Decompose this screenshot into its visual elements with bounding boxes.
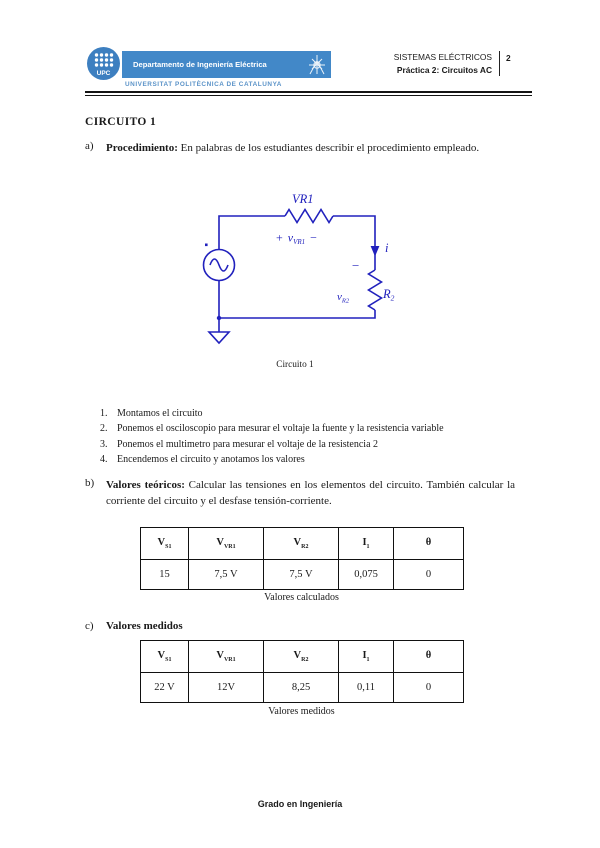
practice-title: Práctica 2: Circuitos AC xyxy=(396,64,492,75)
col-header-i1: $I_1$ xyxy=(339,641,394,673)
procedure-steps xyxy=(100,406,444,468)
value-cell: 8,25 xyxy=(264,673,339,703)
step-text: Montamos el circuito xyxy=(117,408,203,419)
list-item xyxy=(100,406,444,421)
department-emblem-icon xyxy=(306,53,328,76)
value-cell: 0 xyxy=(394,673,464,703)
table-value-row xyxy=(141,560,464,590)
ground-symbol xyxy=(209,332,229,343)
label-v-vr1 xyxy=(276,231,317,247)
col-header-theta: θ xyxy=(394,528,464,560)
r2-subscript: 2 xyxy=(390,293,395,303)
footer-text: Grado en Ingeniería xyxy=(257,799,343,809)
table-header-row xyxy=(141,528,464,560)
header-course-block xyxy=(388,51,511,76)
v-symbol: v xyxy=(337,291,342,303)
section-a-paragraph xyxy=(106,140,515,156)
upc-logo-text: UPC xyxy=(96,70,111,77)
col-header-vvr1: $V_{VR1}$ xyxy=(189,528,264,560)
v-symbol: v xyxy=(287,230,294,245)
page-title: CIRCUITO 1 xyxy=(85,116,157,128)
step-number: 2. xyxy=(100,423,108,435)
section-a-label: a) xyxy=(85,140,94,152)
university-name: UNIVERSITAT POLITÈCNICA DE CATALUNYA xyxy=(125,81,282,88)
step-text: Ponemos el multimetro para mesurar el voltaje de la resistencia 2 xyxy=(117,438,379,450)
course-title: SISTEMAS ELÉCTRICOS xyxy=(393,52,492,62)
list-item xyxy=(100,452,444,467)
source-polarity-dot xyxy=(205,244,208,247)
measured-table-caption: Valores medidos xyxy=(268,706,335,717)
step-number: 4. xyxy=(100,454,108,466)
department-banner-label: Departamento de Ingeniería Eléctrica xyxy=(133,60,267,69)
value-cell: 0 xyxy=(394,560,464,590)
col-header-vr2: $V_{R2}$ xyxy=(264,641,339,673)
value-cell: 0,11 xyxy=(339,673,394,703)
department-banner xyxy=(122,51,331,78)
label-minus-r2: − xyxy=(352,258,360,273)
section-a-heading: Procedimiento: xyxy=(106,142,178,154)
list-item xyxy=(100,437,444,452)
step-number: 1. xyxy=(100,408,108,419)
header-divider xyxy=(499,51,500,76)
current-arrow-icon xyxy=(371,246,380,257)
list-item xyxy=(100,421,444,436)
col-header-vs1: $V_{S1}$ xyxy=(141,528,189,560)
label-current-i: i xyxy=(385,241,389,255)
v-r2-subscript: R2 xyxy=(341,297,350,305)
v-vr1-subscript: VR1 xyxy=(293,238,306,246)
col-header-vr2: $V_{R2}$ xyxy=(264,528,339,560)
section-b-label: b) xyxy=(85,477,95,489)
section-c-label: c) xyxy=(85,620,94,632)
section-c-heading: Valores medidos xyxy=(106,620,183,632)
value-cell: 22 V xyxy=(141,673,189,703)
resistor-r2 xyxy=(369,270,382,310)
table-header-row xyxy=(141,641,464,673)
circuit-diagram xyxy=(185,185,405,357)
section-a-text: En palabras de los estudiantes describir el procedimiento empleado. xyxy=(180,142,480,154)
sine-wave-icon xyxy=(210,259,228,271)
section-b-heading: Valores teóricos: xyxy=(106,479,185,491)
section-b-paragraph xyxy=(106,477,515,509)
step-text: Encendemos el circuito y anotamos los valores xyxy=(117,454,305,466)
step-text: Ponemos el osciloscopio para mesurar el voltaje la fuente y la resistencia variable xyxy=(117,423,444,435)
value-cell: 15 xyxy=(141,560,189,590)
step-number: 3. xyxy=(100,438,108,450)
page-number: 2 xyxy=(506,52,511,63)
label-v-r2 xyxy=(337,291,350,305)
col-header-i1: $I_1$ xyxy=(339,528,394,560)
col-header-theta: θ xyxy=(394,641,464,673)
header-rule xyxy=(85,91,532,96)
upc-logo xyxy=(87,47,120,80)
minus-sign: − xyxy=(310,230,317,245)
label-vr1: VR1 xyxy=(292,192,314,206)
value-cell: 7,5 V xyxy=(189,560,264,590)
table-value-row xyxy=(141,673,464,703)
circuit-caption: Circuito 1 xyxy=(276,360,314,370)
calculated-table-caption: Valores calculados xyxy=(264,592,339,603)
label-r2 xyxy=(382,287,395,303)
calculated-values-table xyxy=(140,527,464,590)
col-header-vvr1: $V_{VR1}$ xyxy=(189,641,264,673)
r-symbol: R xyxy=(383,287,391,301)
value-cell: 7,5 V xyxy=(264,560,339,590)
plus-sign: + xyxy=(276,230,283,245)
measured-values-table xyxy=(140,640,464,703)
value-cell: 12V xyxy=(189,673,264,703)
col-header-vs1: $V_{S1}$ xyxy=(141,641,189,673)
resistor-vr1 xyxy=(285,210,333,223)
junction-dot xyxy=(217,316,221,320)
section-b-text: Calcular las tensiones en los elementos del circuito. También calcular la corriente del circuito y el desfase tensión-corriente. xyxy=(106,479,516,507)
wire-bottom xyxy=(219,281,375,319)
value-cell: 0,075 xyxy=(339,560,394,590)
